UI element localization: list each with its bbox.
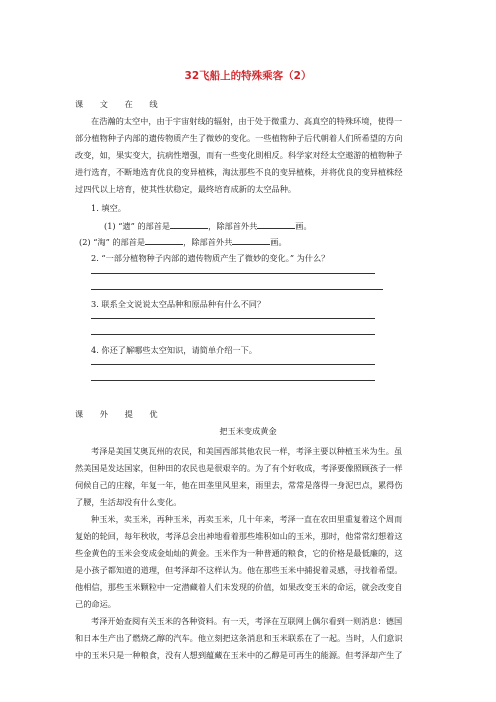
answer-line[interactable] (91, 289, 383, 290)
passage-line: 进行选育，不断地选育优良的变异植株，淘汰那些不良的变异植株，并将优良的变异植株经 (75, 167, 403, 177)
story-line: 是小孩子都知道的道理，但考泽却不这样认为。他在那些玉米中捕捉着灵感，寻找着希望。 (75, 565, 403, 575)
question-1a-suffix: 画。 (295, 221, 312, 231)
story-line: 己的命运。 (75, 599, 116, 609)
story-line: 考泽开始查阅有关玉米的各种资料。有一天，考泽在互联网上偶尔看到一则消息：德国 (91, 616, 403, 626)
page-title: 32飞船上的特殊乘客（2） (184, 70, 312, 82)
question-1a-prefix: (1) “遗” 的部首是 (104, 221, 171, 231)
story-line: 考泽是美国艾奥瓦州的农民，和美国西部其他农民一样，考泽主要以种植玉米为生。虽 (91, 446, 403, 456)
section-heading-inclass: 课 文 在 线 (75, 99, 165, 109)
story-line: 他相信，那些玉米颗粒中一定潜藏着人们未发现的价值，如果改变玉米的命运，就会改变自 (75, 582, 403, 592)
question-2: 2. “一部分植物种子内部的遗传物质产生了微妙的变化。” 为什么？ (91, 253, 330, 263)
question-1b-suffix: 画。 (270, 237, 287, 247)
passage-line: 改变，如，果实变大，抗病性增强，而有一些变化則相反。科学家对经太空遨游的植物种子 (75, 150, 403, 160)
question-3: 3. 联系全文说说太空品种和原品种有什么不同？ (91, 299, 266, 309)
question-1b (79, 237, 427, 246)
story-line: 了腰，生活却没有什么变化。 (75, 497, 182, 507)
story-line: 伺候自己的庄稼，年复一年，他在田垄里风里来，雨里去，常常是落得一身泥巴点，累得伤 (75, 480, 403, 490)
question-1b-prefix: (2) “淘” 的部首是 (79, 237, 146, 247)
answer-line[interactable] (91, 318, 375, 319)
passage-line: 在浩瀚的太空中，由于宇宙射线的辐射，由于处于微重力、高真空的特殊环境，使得一 (91, 116, 403, 126)
answer-line[interactable] (91, 273, 375, 274)
question-4: 4. 你还了解哪些太空知识，请简单介绍一下。 (91, 345, 257, 355)
answer-blank[interactable] (170, 221, 208, 229)
passage-line: 部分植物种子内部的遗传物质产生了微妙的变化。一些植物种子后代朝着人们所希望的方向 (75, 133, 403, 143)
passage-line: 过四代以上培育，使其性状稳定，最终培育成新的太空品种。 (75, 184, 297, 194)
story-line: 种玉米，卖玉米，再种玉米，再卖玉米，几十年来，考泽一直在农田里重复着这个周而 (91, 514, 403, 524)
answer-blank[interactable] (232, 237, 270, 245)
answer-line[interactable] (91, 334, 375, 335)
story-line: 然美国是发达国家，但种田的农民也是很艰辛的。为了有个好收成，考泽要像照顾孩子一样 (75, 463, 403, 473)
story-title: 把玉米变成黄金 (219, 426, 277, 436)
answer-line[interactable] (91, 380, 375, 381)
section-heading-extended: 课 外 提 优 (75, 409, 165, 419)
story-line: 些金黄色的玉米会变成金灿灿的黄金。玉米作为一种普通的粮食，它的价格是最低廉的，这 (75, 548, 403, 558)
story-line: 和日本生产出了燃烧乙醇的汽车。他立刻把这条消息和玉米联系在了一起。当时，人们意识 (75, 633, 403, 643)
answer-blank[interactable] (257, 221, 295, 229)
story-line: 中的玉米只是一种粮食，没有人想到蕴藏在玉米中的乙醇是可再生的能源。但考泽却产生了 (75, 650, 403, 660)
question-1a (104, 221, 452, 230)
answer-line[interactable] (91, 364, 375, 365)
question-1b-middle: ，除部首外共 (183, 237, 233, 247)
question-1: 1. 填空。 (91, 203, 126, 213)
story-line: 复始的轮回，每年秋收，考泽总会出神地看着那些堆积如山的玉米，那时，他常常幻想着这 (75, 531, 403, 541)
question-1a-middle: ，除部首外共 (208, 221, 258, 231)
answer-blank[interactable] (145, 237, 183, 245)
